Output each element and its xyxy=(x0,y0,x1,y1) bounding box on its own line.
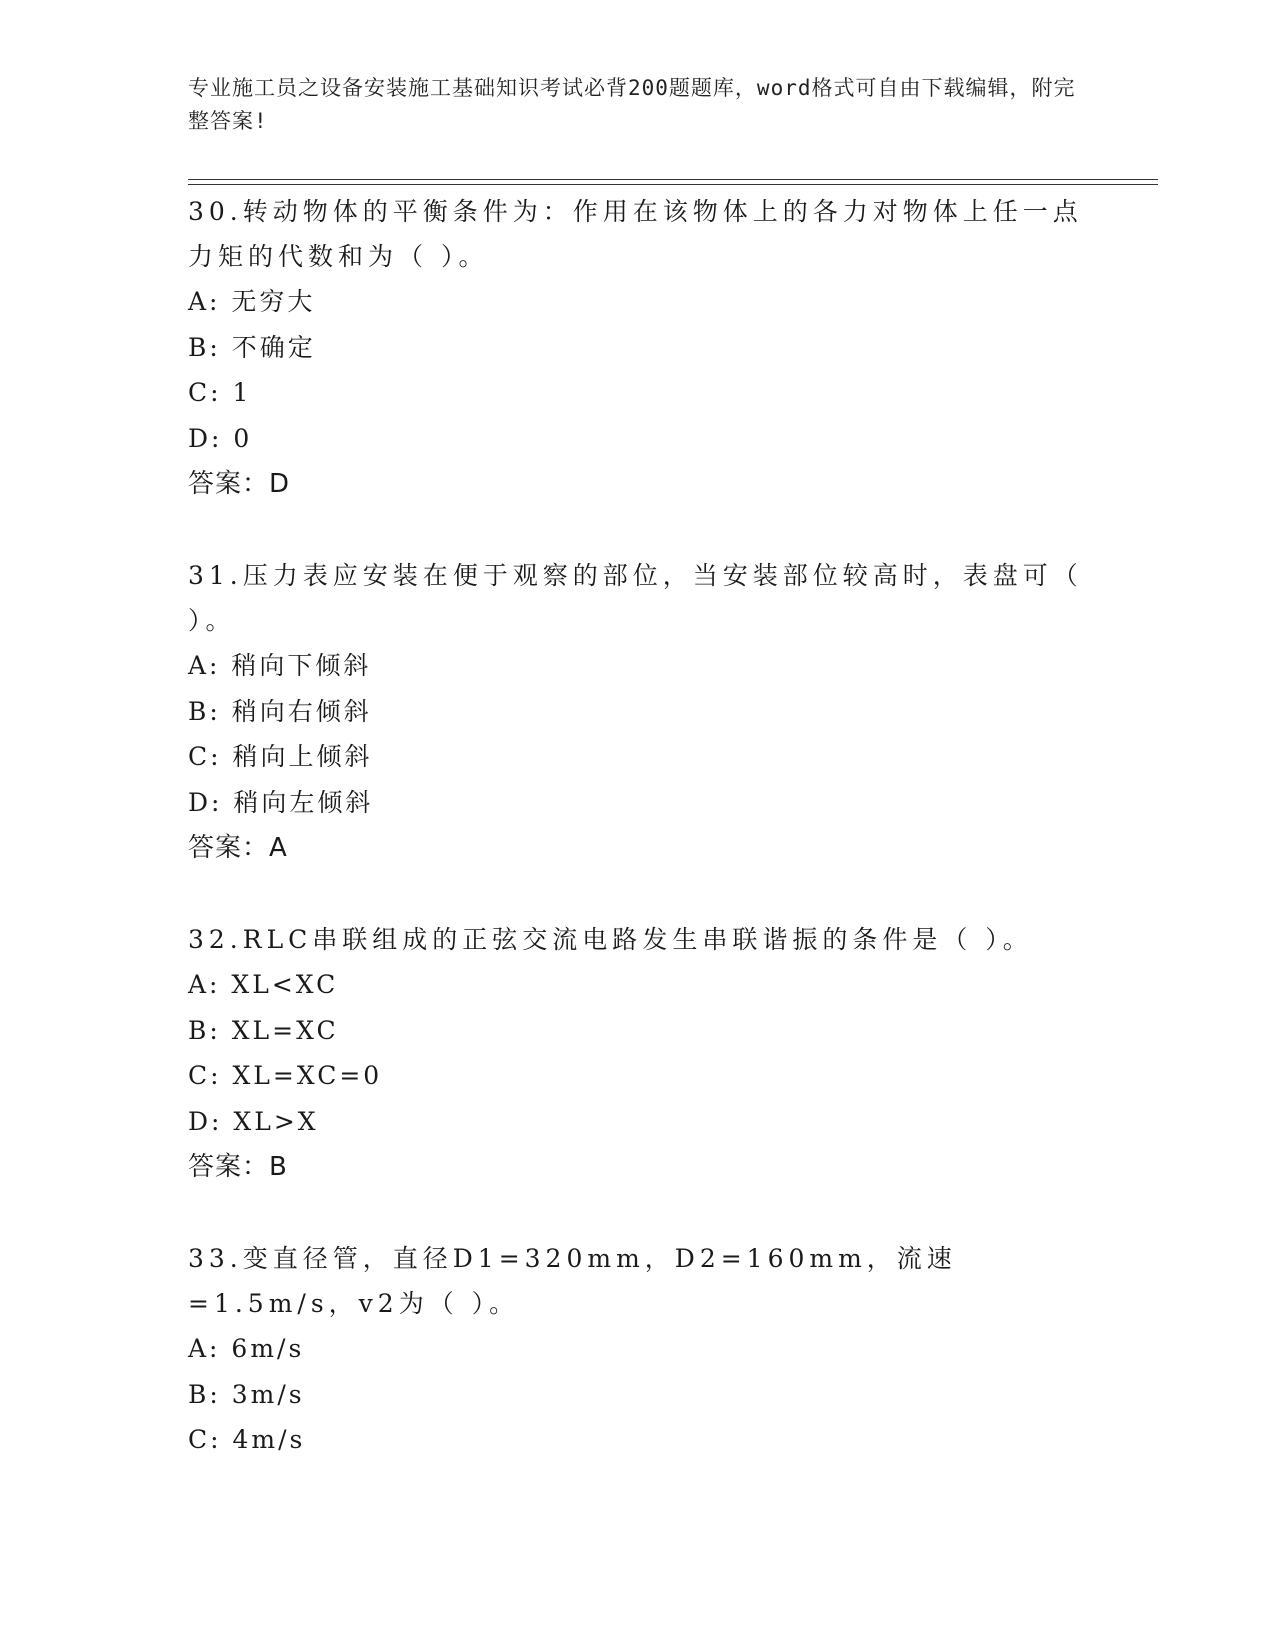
question-text: 33.变直径管，直径D1=320mm，D2=160mm，流速=1.5m/s，v2为（ ）。 xyxy=(188,1244,957,1318)
header-divider-bottom xyxy=(188,184,1158,185)
option-b: B: XL=XC xyxy=(188,1015,339,1045)
option-d: D: 0 xyxy=(188,423,253,453)
option-b: B: 3m/s xyxy=(188,1379,305,1409)
header-divider-top xyxy=(188,179,1158,180)
answer: 答案：D xyxy=(188,469,291,499)
option-c: C: 4m/s xyxy=(188,1425,306,1454)
question-31 xyxy=(188,553,1088,871)
option-c: C: XL=XC=0 xyxy=(188,1061,383,1090)
option-a: A: XL<XC xyxy=(188,970,339,999)
question-text: 30.转动物体的平衡条件为：作用在该物体上的各力对物体上任一点力矩的代数和为（ ）。 xyxy=(188,197,1083,271)
question-text: 31.压力表应安装在便于观察的部位，当安装部位较高时，表盘可（ ）。 xyxy=(188,561,1083,635)
answer: 答案：A xyxy=(188,833,288,863)
document-header: 专业施工员之设备安装施工基础知识考试必背200题题库，word格式可自由下载编辑，附完整答案! xyxy=(188,76,1076,133)
option-d: D: XL>X xyxy=(188,1106,319,1136)
option-a: A: 6m/s xyxy=(188,1334,305,1363)
option-d: D: 稍向左倾斜 xyxy=(188,787,374,817)
option-a: A: 稍向下倾斜 xyxy=(188,651,372,680)
option-c: C: 稍向上倾斜 xyxy=(188,742,373,771)
question-33 xyxy=(188,1236,1088,1463)
answer: 答案：B xyxy=(188,1152,288,1182)
question-32 xyxy=(188,917,1088,1190)
option-b: B: 稍向右倾斜 xyxy=(188,696,372,726)
question-text: 32.RLC串联组成的正弦交流电路发生串联谐振的条件是（ ）。 xyxy=(188,925,1033,954)
question-30 xyxy=(188,189,1088,507)
option-a: A: 无穷大 xyxy=(188,287,316,316)
option-b: B: 不确定 xyxy=(188,332,316,362)
option-c: C: 1 xyxy=(188,378,252,407)
